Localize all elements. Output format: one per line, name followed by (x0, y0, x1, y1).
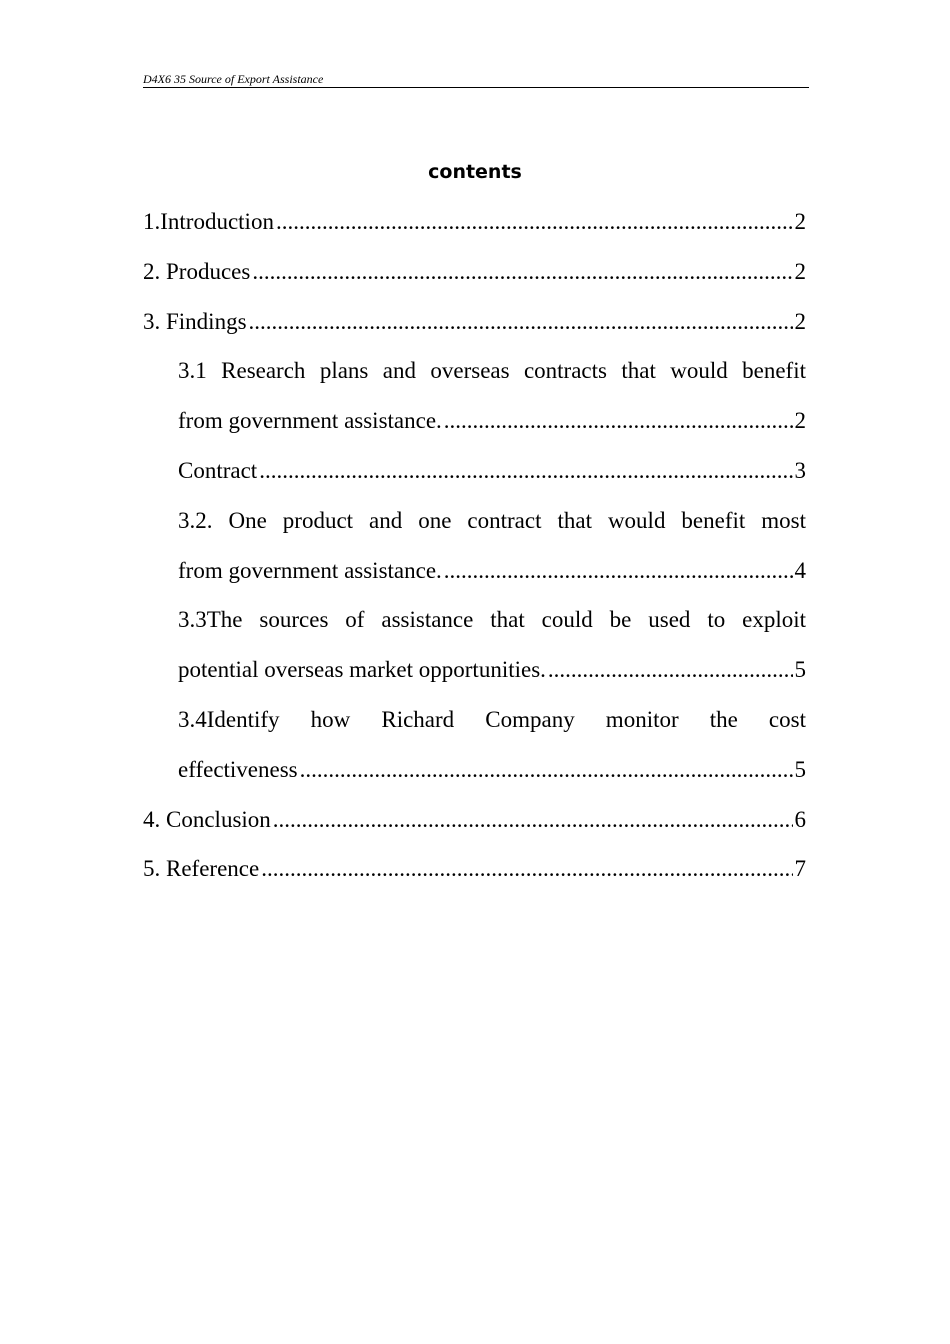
toc-entry-3-1[interactable] (178, 346, 806, 446)
dot-leader (249, 297, 793, 347)
dot-leader (444, 396, 793, 446)
toc-entry-page: 4 (794, 557, 806, 583)
toc-entry-label-line2: effectiveness (178, 756, 298, 782)
toc-entry-page: 5 (794, 756, 806, 782)
toc-entry-conclusion[interactable] (143, 795, 806, 845)
running-header-title: D4X6 35 Source of Export Assistance (143, 72, 324, 86)
table-of-contents (143, 197, 806, 894)
toc-entry-3-4[interactable] (178, 695, 806, 795)
toc-entry-page: 6 (794, 806, 806, 832)
toc-entry-3-3[interactable] (178, 595, 806, 695)
toc-entry-page: 3 (794, 457, 806, 483)
toc-entry-label-line2: from government assistance. (178, 557, 442, 583)
dot-leader (261, 844, 792, 894)
toc-entry-3-2[interactable] (178, 496, 806, 596)
toc-entry-label-line2: from government assistance. (178, 408, 442, 434)
toc-entry-label: 4. Conclusion (143, 806, 271, 832)
toc-entry-page: 5 (794, 657, 806, 683)
dot-leader (444, 546, 793, 596)
dot-leader (252, 247, 792, 297)
toc-entry-label: 3. Findings (143, 308, 247, 334)
toc-entry-label: 5. Reference (143, 856, 260, 882)
toc-entry-findings[interactable] (143, 297, 806, 347)
toc-entry-reference[interactable] (143, 844, 806, 894)
toc-entry-page: 2 (794, 308, 806, 334)
running-header (143, 71, 809, 88)
dot-leader (548, 645, 793, 695)
toc-entry-label: Contract (178, 457, 258, 483)
dot-leader (259, 446, 792, 496)
toc-entry-page: 2 (794, 408, 806, 434)
toc-entry-page: 2 (794, 209, 806, 234)
toc-entry-label-line1: 3.4Identify how Richard Company monitor the cost (178, 706, 806, 732)
toc-entry-label: 2. Produces (143, 258, 251, 284)
toc-entry-contract[interactable] (178, 446, 806, 496)
toc-entry-page: 7 (794, 856, 806, 882)
toc-entry-label: 1.Introduction (143, 209, 274, 234)
toc-entry-introduction[interactable] (143, 197, 806, 247)
toc-entry-label-line1: 3.3The sources of assistance that could be used to exploit (178, 607, 806, 633)
toc-entry-label-line2: potential overseas market opportunities. (178, 657, 546, 683)
toc-title: contents (428, 161, 522, 183)
toc-entry-label-line1: 3.1 Research plans and overseas contracts that would benefit (178, 358, 806, 384)
toc-entry-label-line1: 3.2. One product and one contract that would benefit most (178, 507, 806, 533)
dot-leader (273, 795, 793, 845)
dot-leader (276, 197, 793, 247)
toc-entry-page: 2 (794, 258, 806, 284)
dot-leader (300, 745, 793, 795)
toc-entry-produces[interactable] (143, 247, 806, 297)
